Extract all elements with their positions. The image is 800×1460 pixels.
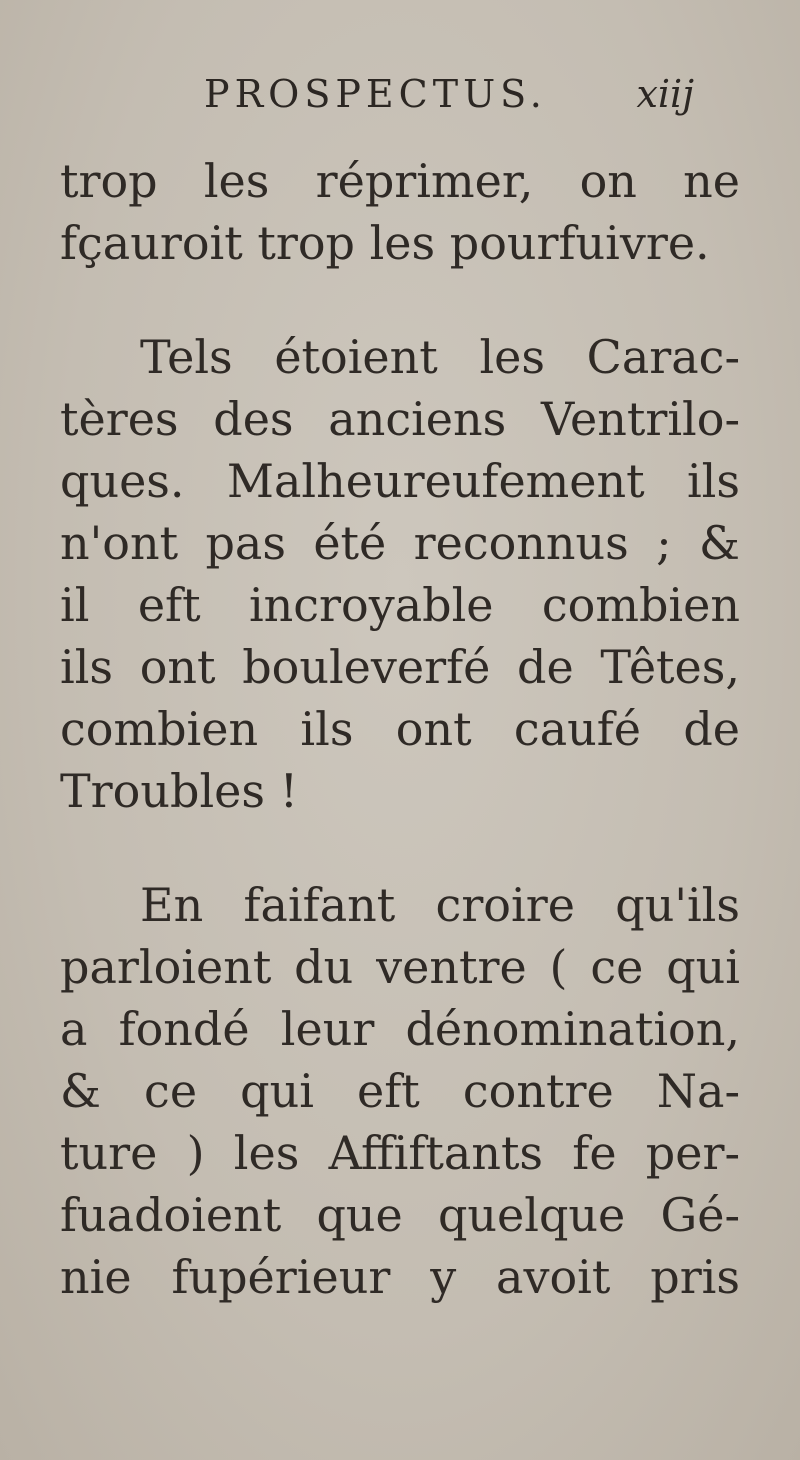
text-line: ture ) les Affiftants fe per- <box>60 1126 740 1180</box>
paragraph-1 <box>60 150 740 274</box>
page-header <box>204 72 694 132</box>
text-line: combien ils ont caufé de <box>60 702 740 756</box>
text-line: n'ont pas été reconnus ; & <box>60 516 740 570</box>
text-line: nie fupérieur y avoit pris <box>60 1250 740 1304</box>
text-line: il eft incroyable combien <box>60 578 740 632</box>
text-line: & ce qui eft contre Na- <box>60 1064 740 1118</box>
paragraph-2 <box>60 326 740 822</box>
text-line: fuadoient que quelque Gé- <box>60 1188 740 1242</box>
text-line: trop les réprimer, on ne <box>60 154 740 208</box>
text-line: ils ont bouleverfé de Têtes, <box>60 640 740 694</box>
text-line: En faifant croire qu'ils <box>140 878 740 932</box>
text-line: Tels étoient les Carac- <box>140 330 740 384</box>
text-line: fçauroit trop les pourfuivre. <box>60 216 710 270</box>
page-number: xiij <box>636 72 694 116</box>
text-line: parloient du ventre ( ce qui <box>60 940 740 994</box>
text-line: tères des anciens Ventrilo- <box>60 392 740 446</box>
paragraph-3 <box>60 874 740 1308</box>
text-line: ques. Malheureufement ils <box>60 454 740 508</box>
text-line: Troubles ! <box>60 764 299 818</box>
running-title: PROSPECTUS. <box>204 72 547 116</box>
body-text <box>60 150 740 1308</box>
text-line: a fondé leur dénomination, <box>60 1002 740 1056</box>
